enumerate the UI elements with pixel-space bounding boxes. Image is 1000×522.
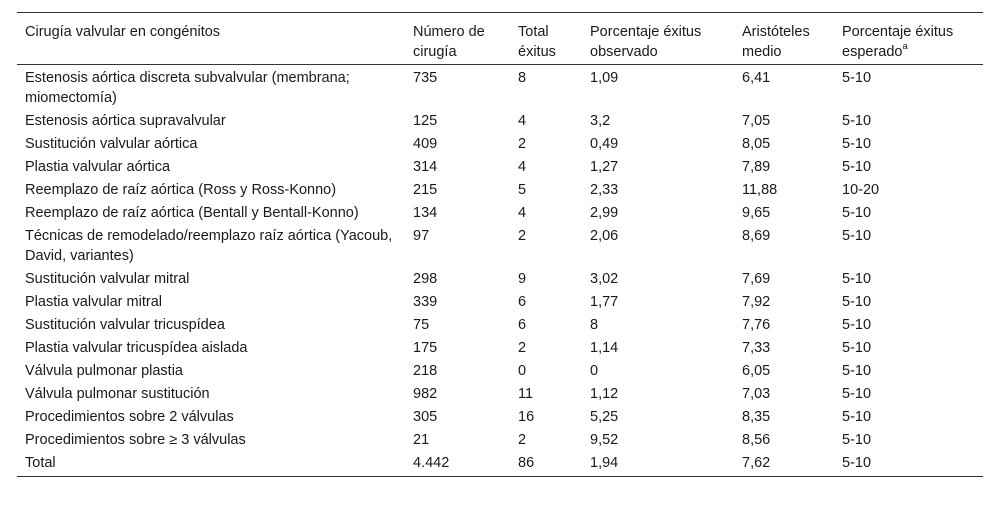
header-procedure: Cirugía valvular en congénitos <box>17 13 405 65</box>
cell-total-deaths: 6 <box>518 294 527 310</box>
cell-expected-mortality: 5-10 <box>842 136 872 152</box>
cell-aristotle-mean: 8,69 <box>742 228 771 244</box>
cell-total-deaths: 4 <box>518 205 527 221</box>
cell-expected-mortality: 5-10 <box>842 113 872 129</box>
cell-aristotle-mean: 7,69 <box>742 271 771 287</box>
cell-observed-mortality: 2,06 <box>590 228 619 244</box>
cell-total-deaths: 0 <box>518 363 527 379</box>
cell-surgery-count: 298 <box>413 271 438 287</box>
cell-aristotle-mean: 7,03 <box>742 386 771 402</box>
cell-surgery-count: 175 <box>413 340 438 356</box>
cell-surgery-count: 735 <box>413 70 438 86</box>
cell-total-deaths: 4 <box>518 159 527 175</box>
header-expected-mortality-label: Porcentaje éxitus esperado <box>842 24 954 60</box>
cell-procedure: Válvula pulmonar sustitución <box>25 386 210 402</box>
cell-procedure: Sustitución valvular aórtica <box>25 136 198 152</box>
cell-surgery-count: 305 <box>413 409 438 425</box>
cell-aristotle-mean: 8,35 <box>742 409 771 425</box>
cell-observed-mortality: 2,99 <box>590 205 619 221</box>
table-header <box>17 13 983 65</box>
cell-surgery-count: 75 <box>413 317 430 333</box>
cell-surgery-count: 314 <box>413 159 438 175</box>
cell-observed-mortality: 1,12 <box>590 386 619 402</box>
cell-surgery-count: 134 <box>413 205 438 221</box>
cell-aristotle-mean: 7,33 <box>742 340 771 356</box>
cell-aristotle-mean: 7,05 <box>742 113 771 129</box>
cell-procedure: Sustitución valvular tricuspídea <box>25 317 225 333</box>
header-total-deaths: Total éxitus <box>510 13 582 65</box>
table-row <box>17 384 983 407</box>
cell-procedure: Estenosis aórtica supravalvular <box>25 113 226 129</box>
cell-expected-mortality: 5-10 <box>842 70 872 86</box>
cell-expected-mortality: 5-10 <box>842 409 872 425</box>
cell-procedure: Sustitución valvular mitral <box>25 271 190 287</box>
table-row-total <box>17 453 983 477</box>
table-body <box>17 65 983 477</box>
cell-observed-mortality: 1,94 <box>582 453 734 477</box>
table-row <box>17 134 983 157</box>
valve-surgery-table <box>17 12 983 477</box>
cell-procedure: Plastia valvular mitral <box>25 294 162 310</box>
cell-total-deaths: 8 <box>518 70 527 86</box>
cell-total-deaths: 5 <box>518 182 527 198</box>
header-aristotle-mean: Aristóteles medio <box>734 13 834 65</box>
table-row <box>17 292 983 315</box>
footnote-marker: a <box>902 41 908 53</box>
table-row <box>17 269 983 292</box>
cell-expected-mortality: 5-10 <box>842 317 872 333</box>
cell-observed-mortality: 1,27 <box>590 159 619 175</box>
cell-procedure: Técnicas de remodelado/reemplazo raíz aórtica (Yacoub, David, variantes) <box>25 228 393 264</box>
cell-total-deaths: 11 <box>518 386 534 402</box>
cell-expected-mortality: 5-10 <box>842 340 872 356</box>
cell-aristotle-mean: 9,65 <box>742 205 771 221</box>
cell-observed-mortality: 3,02 <box>590 271 619 287</box>
table-row <box>17 361 983 384</box>
cell-aristotle-mean: 7,76 <box>742 317 771 333</box>
table-row <box>17 203 983 226</box>
cell-aristotle-mean: 11,88 <box>742 182 778 198</box>
cell-surgery-count: 339 <box>413 294 438 310</box>
cell-expected-mortality: 10-20 <box>842 182 880 198</box>
cell-expected-mortality: 5-10 <box>842 363 872 379</box>
cell-observed-mortality: 1,14 <box>590 340 619 356</box>
cell-procedure: Procedimientos sobre ≥ 3 válvulas <box>25 432 246 448</box>
cell-observed-mortality: 1,09 <box>590 70 619 86</box>
table-row <box>17 157 983 180</box>
cell-aristotle-mean: 7,62 <box>734 453 834 477</box>
cell-expected-mortality: 5-10 <box>842 159 872 175</box>
cell-surgery-count: 218 <box>413 363 438 379</box>
cell-total-deaths: 6 <box>518 317 527 333</box>
cell-expected-mortality: 5-10 <box>834 453 983 477</box>
cell-total-deaths: 2 <box>518 432 527 448</box>
cell-aristotle-mean: 8,56 <box>742 432 771 448</box>
cell-expected-mortality: 5-10 <box>842 205 872 221</box>
cell-procedure: Estenosis aórtica discreta subvalvular (membrana; miomectomía) <box>25 70 350 106</box>
cell-expected-mortality: 5-10 <box>842 294 872 310</box>
cell-observed-mortality: 5,25 <box>590 409 619 425</box>
cell-aristotle-mean: 7,92 <box>742 294 771 310</box>
header-row <box>17 13 983 65</box>
header-observed-mortality: Porcentaje éxitus observado <box>582 13 734 65</box>
cell-total-deaths: 2 <box>518 340 527 356</box>
cell-surgery-count: 982 <box>413 386 438 402</box>
cell-surgery-count: 409 <box>413 136 438 152</box>
cell-surgery-count: 97 <box>413 228 430 244</box>
cell-expected-mortality: 5-10 <box>842 271 872 287</box>
cell-total-deaths: 2 <box>518 228 527 244</box>
cell-procedure: Reemplazo de raíz aórtica (Ross y Ross-Konno) <box>25 182 337 198</box>
table-row <box>17 65 983 112</box>
cell-observed-mortality: 2,33 <box>590 182 619 198</box>
cell-aristotle-mean: 6,05 <box>742 363 771 379</box>
header-expected-mortality <box>834 13 983 65</box>
cell-procedure: Plastia valvular tricuspídea aislada <box>25 340 248 356</box>
cell-surgery-count: 215 <box>413 182 438 198</box>
table-row <box>17 111 983 134</box>
cell-surgery-count: 4.442 <box>405 453 510 477</box>
cell-observed-mortality: 0 <box>590 363 599 379</box>
cell-total-deaths: 9 <box>518 271 527 287</box>
table-row <box>17 226 983 269</box>
cell-observed-mortality: 0,49 <box>590 136 619 152</box>
cell-total-deaths: 16 <box>518 409 535 425</box>
cell-procedure: Plastia valvular aórtica <box>25 159 171 175</box>
cell-aristotle-mean: 7,89 <box>742 159 771 175</box>
cell-expected-mortality: 5-10 <box>842 432 872 448</box>
cell-observed-mortality: 9,52 <box>590 432 619 448</box>
cell-aristotle-mean: 6,41 <box>742 70 771 86</box>
cell-total-deaths: 86 <box>510 453 582 477</box>
cell-procedure: Reemplazo de raíz aórtica (Bentall y Bentall-Konno) <box>25 205 359 221</box>
cell-procedure: Total <box>17 453 405 477</box>
cell-procedure: Procedimientos sobre 2 válvulas <box>25 409 234 425</box>
cell-expected-mortality: 5-10 <box>842 386 872 402</box>
table-row <box>17 180 983 203</box>
table-row <box>17 407 983 430</box>
table-row <box>17 338 983 361</box>
cell-procedure: Válvula pulmonar plastia <box>25 363 183 379</box>
cell-total-deaths: 4 <box>518 113 527 129</box>
table-row <box>17 315 983 338</box>
cell-total-deaths: 2 <box>518 136 527 152</box>
cell-observed-mortality: 1,77 <box>590 294 619 310</box>
cell-observed-mortality: 3,2 <box>590 113 611 129</box>
cell-surgery-count: 21 <box>413 432 430 448</box>
cell-observed-mortality: 8 <box>590 317 599 333</box>
header-surgery-count: Número de cirugía <box>405 13 510 65</box>
cell-aristotle-mean: 8,05 <box>742 136 771 152</box>
cell-expected-mortality: 5-10 <box>842 228 872 244</box>
table-container <box>17 12 983 477</box>
table-row <box>17 430 983 453</box>
cell-surgery-count: 125 <box>413 113 438 129</box>
